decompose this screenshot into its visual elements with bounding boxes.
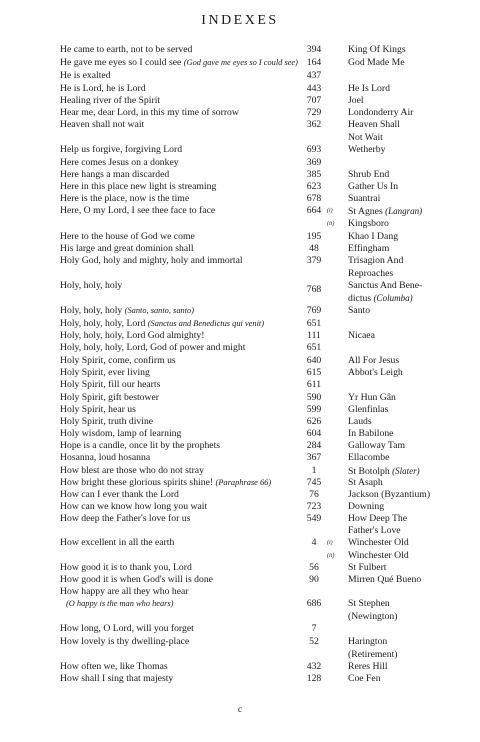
first-line bbox=[60, 205, 215, 217]
index-entry bbox=[0, 44, 480, 56]
index-entry bbox=[0, 586, 480, 598]
first-line-text: Holy, holy, holy, Lord God almighty! bbox=[60, 330, 205, 341]
hymn-number: 693 bbox=[306, 144, 322, 155]
tune-name bbox=[348, 44, 406, 56]
tune-name bbox=[348, 255, 403, 267]
hymn-number: 48 bbox=[309, 243, 319, 254]
hymn-number: 7 bbox=[311, 623, 317, 634]
first-line bbox=[60, 107, 239, 119]
index-entry bbox=[0, 181, 480, 193]
first-line-text: Here is the place, now is the time bbox=[60, 193, 190, 204]
tune-name bbox=[348, 392, 396, 404]
hymn-number: 686 bbox=[306, 598, 322, 609]
first-line-text: How blest are those who do not stray bbox=[60, 465, 204, 476]
hymn-number: 284 bbox=[306, 440, 322, 451]
hymn-number: 443 bbox=[306, 83, 322, 94]
hymn-number: 111 bbox=[307, 330, 321, 341]
first-line-text: Help us forgive, forgiving Lord bbox=[60, 144, 183, 155]
hymn-number: 379 bbox=[306, 255, 322, 266]
index-entry bbox=[0, 465, 480, 477]
index-entry bbox=[0, 379, 480, 391]
first-line-text: Here comes Jesus on a donkey bbox=[60, 157, 179, 168]
hymn-number: 611 bbox=[306, 379, 322, 390]
hymn-number: 4 bbox=[311, 537, 317, 548]
first-line bbox=[60, 157, 179, 169]
first-line-text: Holy, holy, holy bbox=[60, 280, 123, 291]
hymn-number: 367 bbox=[306, 452, 322, 463]
first-line-text: Holy Spirit, come, confirm us bbox=[60, 355, 176, 366]
first-line-text: How shall I sing that majesty bbox=[60, 673, 174, 684]
tune-name-text: God Made Me bbox=[348, 57, 405, 68]
hymn-number: 745 bbox=[306, 477, 322, 488]
hymn-number: 369 bbox=[306, 157, 322, 168]
first-line bbox=[60, 562, 192, 574]
first-line-text: How can I ever thank the Lord bbox=[60, 489, 179, 500]
first-line bbox=[60, 428, 181, 440]
index-entry bbox=[0, 144, 480, 156]
first-line-note: (Santo, santo, santo) bbox=[124, 306, 194, 315]
index-entry bbox=[0, 537, 480, 549]
tune-name-text: Khao I Dang bbox=[348, 231, 399, 242]
first-line-text: Holy Spirit, truth divine bbox=[60, 416, 154, 427]
tune-name-text: St Stephen bbox=[348, 598, 390, 609]
first-line bbox=[60, 119, 144, 131]
index-entry bbox=[0, 119, 480, 131]
first-line bbox=[60, 83, 146, 95]
first-line bbox=[60, 181, 216, 193]
index-entry bbox=[0, 255, 480, 267]
tune-name-note: (Columba) bbox=[373, 293, 413, 303]
hymn-number: 52 bbox=[309, 636, 319, 647]
first-line bbox=[60, 465, 204, 477]
tune-name bbox=[348, 501, 384, 513]
first-line bbox=[60, 342, 245, 354]
tune-name-text: Londonderry Air bbox=[348, 107, 414, 118]
first-line-text: How can we know how long you wait bbox=[60, 501, 208, 512]
tune-name bbox=[348, 513, 407, 525]
hymn-number: 90 bbox=[309, 574, 319, 585]
index-entry bbox=[0, 367, 480, 379]
hymn-number: 651 bbox=[306, 342, 322, 353]
first-line-text: How excellent in all the earth bbox=[60, 537, 175, 548]
first-line-text: Holy, holy, holy, Lord bbox=[60, 318, 146, 329]
first-line-text: Holy, holy, holy bbox=[60, 305, 123, 316]
index-entry bbox=[0, 428, 480, 440]
hymn-number: 362 bbox=[306, 119, 322, 130]
tune-name-text: St Asaph bbox=[348, 477, 383, 488]
tune-name bbox=[348, 574, 421, 586]
tune-name bbox=[348, 205, 422, 218]
index-entry bbox=[0, 305, 480, 317]
first-line bbox=[60, 169, 169, 181]
first-line-text: How bright these glorious spirits shine! bbox=[60, 477, 214, 488]
index-entry bbox=[0, 525, 480, 537]
index-entry bbox=[0, 623, 480, 635]
hymn-number: 768 bbox=[306, 284, 322, 295]
index-entry bbox=[0, 292, 480, 304]
tune-name-text: Shrub End bbox=[348, 169, 390, 180]
tune-name-text: He Is Lord bbox=[348, 83, 390, 94]
tune-name-text: St Botolph bbox=[348, 466, 390, 477]
first-line bbox=[60, 623, 194, 635]
tune-name-text: Winchester Old bbox=[348, 550, 409, 561]
tune-name-text: Coe Fen bbox=[348, 673, 381, 684]
first-line bbox=[60, 330, 205, 342]
first-line bbox=[60, 243, 194, 255]
tune-name-text: Reres Hill bbox=[348, 661, 388, 672]
tune-name bbox=[348, 477, 383, 489]
index-entry bbox=[0, 416, 480, 428]
index-entry bbox=[0, 193, 480, 205]
tune-variant-marker: (ii) bbox=[327, 553, 335, 559]
hymn-number: 623 bbox=[306, 181, 322, 192]
index-entry bbox=[0, 355, 480, 367]
hymn-number: 128 bbox=[306, 673, 322, 684]
tune-name-text: Yr Hun Gân bbox=[348, 392, 396, 403]
first-line bbox=[60, 379, 160, 391]
first-line bbox=[60, 355, 176, 367]
index-entry bbox=[0, 649, 480, 661]
first-line bbox=[60, 144, 182, 156]
hymn-number: 599 bbox=[306, 404, 322, 415]
first-line-text: He came to earth, not to be served bbox=[60, 44, 193, 55]
first-line-text: How long, O Lord, will you forget bbox=[60, 623, 194, 634]
tune-name bbox=[348, 598, 390, 610]
first-line bbox=[60, 392, 159, 404]
index-entry bbox=[0, 477, 480, 489]
tune-name bbox=[348, 330, 375, 342]
first-line-text: How happy are all they who hear bbox=[60, 586, 189, 597]
hymn-number: 723 bbox=[306, 501, 322, 512]
first-line-text: Hosanna, loud hosanna bbox=[60, 452, 151, 463]
first-line bbox=[60, 231, 195, 243]
index-entry bbox=[0, 574, 480, 586]
index-entry bbox=[0, 501, 480, 513]
first-line bbox=[66, 598, 173, 610]
index-entry bbox=[0, 342, 480, 354]
tune-name bbox=[348, 243, 389, 255]
tune-name bbox=[348, 404, 388, 416]
index-entry bbox=[0, 268, 480, 280]
hymn-number: 707 bbox=[306, 95, 322, 106]
tune-name bbox=[348, 119, 400, 131]
tune-name bbox=[348, 611, 398, 623]
tune-name bbox=[348, 367, 403, 379]
first-line bbox=[60, 537, 174, 549]
index-entry bbox=[0, 636, 480, 648]
tune-name bbox=[348, 107, 413, 119]
tune-name bbox=[348, 355, 399, 367]
index-entry bbox=[0, 157, 480, 169]
first-line bbox=[60, 57, 298, 69]
index-entry bbox=[0, 83, 480, 95]
index-entry bbox=[0, 489, 480, 501]
first-line bbox=[60, 416, 153, 428]
tune-name-text: In Babilone bbox=[348, 428, 394, 439]
hymn-number: 626 bbox=[306, 416, 322, 427]
hymn-number: 651 bbox=[306, 318, 322, 329]
first-line bbox=[60, 318, 264, 330]
tune-name-text: Kingsboro bbox=[348, 218, 389, 229]
index-entry bbox=[0, 513, 480, 525]
tune-name bbox=[348, 649, 398, 661]
tune-variant-marker: (i) bbox=[327, 208, 333, 214]
tune-name-text: How Deep The bbox=[348, 513, 408, 524]
hymn-number: 549 bbox=[306, 513, 322, 524]
tune-name bbox=[348, 305, 370, 317]
first-line-text: How lovely is thy dwelling-place bbox=[60, 636, 190, 647]
tune-name bbox=[348, 452, 389, 464]
hymn-number: 394 bbox=[306, 44, 322, 55]
first-line bbox=[60, 305, 194, 317]
tune-name-text: Gather Us In bbox=[348, 181, 399, 192]
tune-variant-marker: (i) bbox=[327, 540, 333, 546]
tune-name bbox=[348, 95, 364, 107]
first-line-text: Here, O my Lord, I see thee face to face bbox=[60, 205, 216, 216]
tune-name-text: Harington bbox=[348, 636, 388, 647]
tune-name-text: Abbot's Leigh bbox=[348, 367, 403, 378]
first-line bbox=[60, 440, 220, 452]
first-line bbox=[60, 586, 189, 598]
tune-name bbox=[348, 489, 430, 501]
tune-name-text: Lauds bbox=[348, 416, 372, 427]
tune-name-text: Glenfinlas bbox=[348, 404, 389, 415]
tune-name bbox=[348, 231, 398, 243]
tune-name bbox=[348, 292, 413, 305]
tune-name bbox=[348, 636, 387, 648]
tune-name bbox=[348, 537, 409, 549]
index-entry bbox=[0, 404, 480, 416]
hymn-number: 664 bbox=[306, 205, 322, 216]
hymn-number: 590 bbox=[306, 392, 322, 403]
first-line-text: How good it is to thank you, Lord bbox=[60, 562, 192, 573]
hymn-number: 437 bbox=[306, 70, 322, 81]
page-number: c bbox=[237, 705, 243, 715]
first-line-text: He gave me eyes so I could see bbox=[60, 57, 182, 68]
hymn-number: 195 bbox=[306, 231, 322, 242]
tune-name-text: Winchester Old bbox=[348, 537, 409, 548]
first-line bbox=[60, 193, 189, 205]
tune-name-text: St Fulbert bbox=[348, 562, 387, 573]
hymn-number: 640 bbox=[306, 355, 322, 366]
index-entry bbox=[0, 673, 480, 685]
tune-name bbox=[348, 550, 409, 562]
index-entry bbox=[0, 330, 480, 342]
index-entry bbox=[0, 318, 480, 330]
first-line-text: He is exalted bbox=[60, 70, 111, 81]
page-heading: INDEXES bbox=[201, 13, 279, 28]
first-line bbox=[60, 452, 150, 464]
index-entry bbox=[0, 440, 480, 452]
tune-name bbox=[348, 218, 389, 230]
first-line-text: Healing river of the Spirit bbox=[60, 95, 161, 106]
index-entry bbox=[0, 611, 480, 623]
index-entry bbox=[0, 107, 480, 119]
tune-name bbox=[348, 562, 387, 574]
hymn-number: 432 bbox=[306, 661, 322, 672]
first-line-text: Here in this place new light is streaming bbox=[60, 181, 217, 192]
first-line bbox=[60, 673, 173, 685]
first-line bbox=[60, 574, 213, 586]
tune-name bbox=[348, 144, 385, 156]
index-entry bbox=[0, 95, 480, 107]
tune-name-text: Jackson (Byzantium) bbox=[348, 489, 431, 500]
hymn-number: 164 bbox=[306, 57, 322, 68]
tune-name-text: (Newington) bbox=[348, 611, 398, 622]
index-entry bbox=[0, 661, 480, 673]
index-entry bbox=[0, 562, 480, 574]
first-line-text: Holy Spirit, gift bestower bbox=[60, 392, 160, 403]
first-line-text: Heaven shall not wait bbox=[60, 119, 145, 130]
first-line bbox=[60, 255, 243, 267]
hymn-number: 678 bbox=[306, 193, 322, 204]
tune-name-note: (Langran) bbox=[385, 206, 423, 216]
tune-name-text: Sanctus And Bene- bbox=[348, 280, 423, 291]
tune-name bbox=[348, 428, 393, 440]
tune-name-text: Heaven Shall bbox=[348, 119, 400, 130]
first-line-text: How often we, like Thomas bbox=[60, 661, 168, 672]
tune-name-note: (Slater) bbox=[392, 466, 420, 476]
tune-name-text: St Agnes bbox=[348, 206, 383, 217]
index-entry bbox=[0, 392, 480, 404]
index-entry bbox=[0, 57, 480, 69]
first-line-text: Hope is a candle, once lit by the prophets bbox=[60, 440, 221, 451]
first-line-text: How deep the Father's love for us bbox=[60, 513, 191, 524]
tune-name-text: Effingham bbox=[348, 243, 390, 254]
tune-name-text: Nicaea bbox=[348, 330, 375, 341]
first-line-note: (Paraphrase 66) bbox=[215, 478, 272, 487]
index-entry bbox=[0, 550, 480, 562]
first-line bbox=[60, 95, 160, 107]
first-line-text: How good it is when God's will is done bbox=[60, 574, 213, 585]
tune-name-text: Reproaches bbox=[348, 268, 394, 279]
tune-name bbox=[348, 268, 393, 280]
tune-name-text: Ellacombe bbox=[348, 452, 390, 463]
index-entry bbox=[0, 132, 480, 144]
first-line-text: Holy Spirit, fill our hearts bbox=[60, 379, 161, 390]
first-line-text: He is Lord, he is Lord bbox=[60, 83, 146, 94]
hymn-number: 615 bbox=[306, 367, 322, 378]
tune-name-text: Mirren Qué Bueno bbox=[348, 574, 422, 585]
first-line bbox=[60, 70, 111, 82]
tune-name-text: Wetherby bbox=[348, 144, 386, 155]
first-line-text: Holy, holy, holy, Lord, God of power and might bbox=[60, 342, 246, 353]
tune-name bbox=[348, 416, 372, 428]
tune-name bbox=[348, 132, 383, 144]
index-entry bbox=[0, 452, 480, 464]
hymn-number: 769 bbox=[306, 305, 322, 316]
first-line bbox=[60, 477, 271, 489]
tune-name bbox=[348, 525, 401, 537]
tune-name-text: Downing bbox=[348, 501, 385, 512]
first-line bbox=[60, 661, 168, 673]
tune-name bbox=[348, 661, 388, 673]
first-line bbox=[60, 513, 190, 525]
first-line-note: (O happy is the man who hears) bbox=[66, 599, 174, 608]
index-entry bbox=[0, 243, 480, 255]
tune-name-text: Not Wait bbox=[348, 132, 383, 143]
index-entry bbox=[0, 598, 480, 610]
tune-name-text: Joel bbox=[348, 95, 364, 106]
first-line-text: Hear me, dear Lord, in this my time of sorrow bbox=[60, 107, 239, 118]
tune-name-text: All For Jesus bbox=[348, 355, 400, 366]
first-line bbox=[60, 489, 179, 501]
first-line-text: Holy God, holy and mighty, holy and immortal bbox=[60, 255, 243, 266]
hymn-number: 76 bbox=[309, 489, 319, 500]
first-line bbox=[60, 44, 192, 56]
tune-name-text: Suantrai bbox=[348, 193, 381, 204]
tune-name-text: Santo bbox=[348, 305, 371, 316]
hymn-number: 604 bbox=[306, 428, 322, 439]
first-line-text: His large and great dominion shall bbox=[60, 243, 194, 254]
first-line bbox=[60, 501, 207, 513]
tune-name bbox=[348, 673, 381, 685]
tune-name-text: Galloway Tam bbox=[348, 440, 405, 451]
index-entry bbox=[0, 231, 480, 243]
hymn-number: 385 bbox=[306, 169, 322, 180]
hymn-number: 56 bbox=[309, 562, 319, 573]
tune-name bbox=[348, 181, 398, 193]
first-line-note: (God gave me eyes so I could see) bbox=[183, 58, 298, 67]
first-line-note: (Sanctus and Benedictus qui venit) bbox=[147, 319, 265, 328]
first-line-text: Here hangs a man discarded bbox=[60, 169, 170, 180]
tune-name-text: (Retirement) bbox=[348, 649, 398, 660]
first-line-text: Holy Spirit, hear us bbox=[60, 404, 136, 415]
tune-name bbox=[348, 57, 405, 69]
index-entry bbox=[0, 205, 480, 217]
tune-name bbox=[348, 83, 390, 95]
hymn-number: 729 bbox=[306, 107, 322, 118]
tune-name-text: dictus bbox=[348, 293, 372, 304]
index-entry bbox=[0, 70, 480, 82]
tune-name bbox=[348, 169, 389, 181]
tune-variant-marker: (ii) bbox=[327, 221, 335, 227]
tune-name bbox=[348, 440, 405, 452]
hymn-number: 1 bbox=[311, 465, 317, 476]
first-line-text: Here to the house of God we come bbox=[60, 231, 195, 242]
tune-name-text: King Of Kings bbox=[348, 44, 406, 55]
first-line bbox=[60, 636, 189, 648]
index-entry bbox=[0, 218, 480, 230]
first-line-text: Holy Spirit, ever living bbox=[60, 367, 150, 378]
tune-name bbox=[348, 193, 380, 205]
tune-name-text: Trisagion And bbox=[348, 255, 404, 266]
first-line bbox=[60, 404, 136, 416]
first-line-text: Holy wisdom, lamp of learning bbox=[60, 428, 182, 439]
first-line bbox=[60, 367, 150, 379]
index-entry bbox=[0, 169, 480, 181]
tune-name-text: Father's Love bbox=[348, 525, 401, 536]
